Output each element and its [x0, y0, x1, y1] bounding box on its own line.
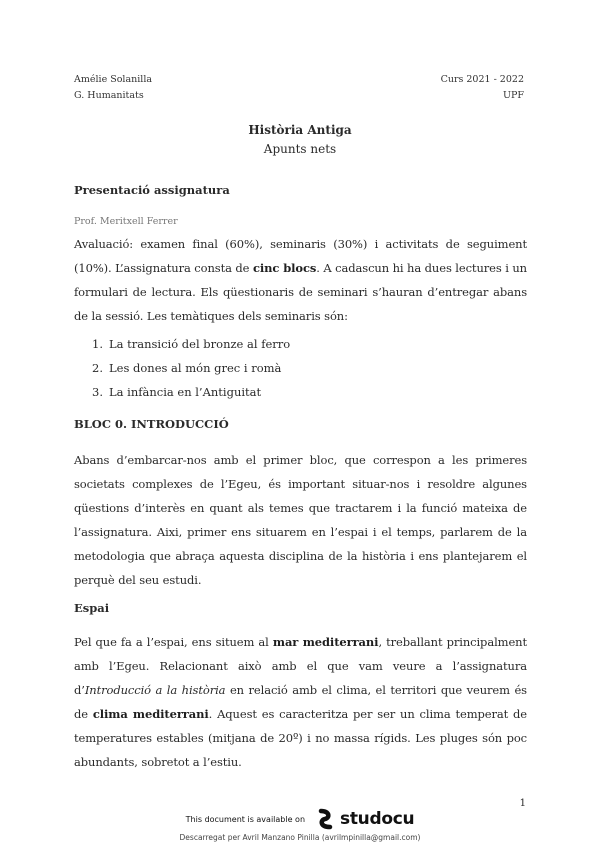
studocu-wordmark: studocu — [340, 809, 415, 829]
bold-run: clima mediterrani — [92, 707, 209, 721]
list-text: La transició del bronze al ferro — [109, 337, 291, 351]
degree-name: G. Humanitats — [74, 90, 144, 101]
bloc0-paragraph: Abans d’embarcar-nos amb el primer bloc, que correspon a les primeres societats complexes de l’Egeu, és important situar-nos i resoldre algunes qüestions d’interès en quant als temes que tractarem i la funció mateixa de l’assignatura. Aixi, primer ens situarem en l’espai i el temps, parlarem de la metodologia que abraça aquesta disciplina de la història i ens plantejarem el perquè del seu estudi. — [74, 453, 527, 587]
list-text: Les dones al món grec i romà — [109, 361, 282, 375]
available-text: This document is available on — [185, 814, 306, 824]
italic-run: Introducció a la història — [84, 683, 226, 697]
list-number: 1. — [92, 337, 103, 351]
seminar-list — [92, 332, 290, 404]
bold-run: cinc blocs — [252, 261, 317, 275]
text-run: . Aquest es caracteritza per ser un clima temperat de temperatures estables (mitjana de 20º) i no massa rígids. Les pluges són poc abundants, sobretot a l’estiu. — [74, 707, 527, 769]
studocu-logo-icon — [315, 808, 337, 830]
text-run: . A cadascun hi ha dues lectures i un formulari de lectura. Els qüestionaris de seminari s’hauran d’entregar abans de la sessió. Les temàtiques dels seminaris són: — [74, 261, 527, 323]
espai-paragraph — [74, 630, 527, 774]
section-heading-espai: Espai — [74, 601, 110, 615]
text-run: Pel que fa a l’espai, ens situem al — [74, 635, 273, 649]
author-name: Amélie Solanilla — [74, 74, 153, 85]
list-number: 3. — [92, 385, 103, 399]
text-run: , treballant principalment amb l’Egeu. Relacionant això amb el que vam veure a l’assignatura d’ — [74, 635, 527, 697]
list-text: La infància en l’Antiguitat — [109, 385, 262, 399]
section-heading-presentacio: Presentació assignatura — [74, 183, 230, 197]
list-item — [92, 380, 290, 404]
university-name: UPF — [503, 90, 524, 101]
list-item — [92, 332, 290, 356]
professor-name: Prof. Meritxell Ferrer — [74, 216, 178, 227]
list-number: 2. — [92, 361, 103, 375]
download-attribution: Descarregat per Avril Manzano Pinilla (avrilmpinilla@gmail.com) — [179, 833, 421, 842]
section-heading-bloc0: BLOC 0. INTRODUCCIÓ — [74, 417, 229, 431]
bold-run: mar mediterrani — [272, 635, 379, 649]
document-subtitle: Apunts nets — [263, 142, 337, 156]
text-run: Avaluació: examen final (60%), seminaris (30%) i activitats de seguiment (10%). L’assignatura consta de — [74, 237, 527, 275]
text-run: en relació amb el clima, el territori que veurem és de — [74, 683, 527, 721]
header-left — [74, 72, 152, 104]
list-item — [92, 356, 290, 380]
course-year: Curs 2021 - 2022 — [440, 74, 524, 85]
page-number: 1 — [519, 798, 526, 809]
presentation-paragraph — [74, 232, 527, 328]
header-right — [441, 72, 524, 104]
studocu-logo[interactable] — [315, 808, 414, 830]
studocu-banner[interactable] — [0, 808, 600, 830]
document-title: Història Antiga — [248, 123, 352, 137]
